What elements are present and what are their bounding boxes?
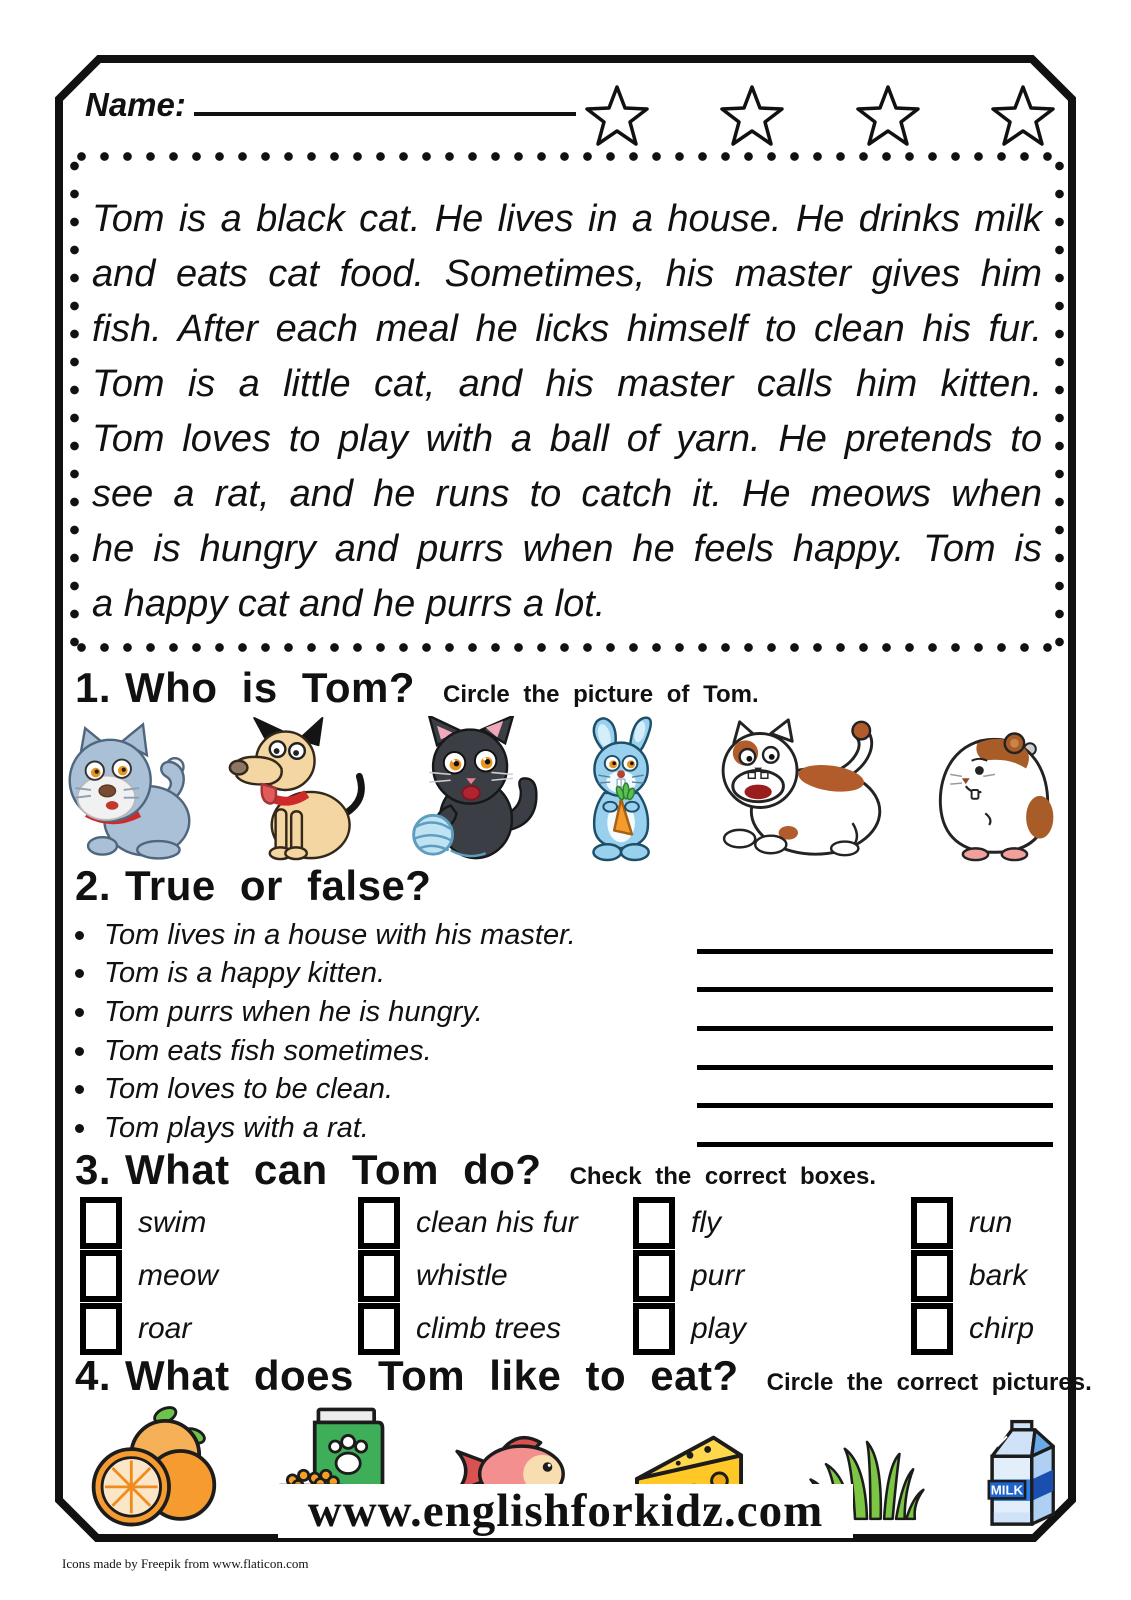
checkbox-label: climb trees xyxy=(416,1311,562,1345)
statement-text: Tom loves to be clean. xyxy=(104,1073,394,1106)
check-option xyxy=(911,1197,1075,1249)
checkbox[interactable] xyxy=(80,1197,122,1249)
passage-line: he is hungry and purrs when he feels happy. Tom is xyxy=(92,528,1042,570)
checkbox-label: play xyxy=(691,1311,747,1345)
checkbox[interactable] xyxy=(80,1303,122,1355)
true-false-row xyxy=(75,1032,1053,1071)
true-false-row xyxy=(75,955,1053,994)
bullet-dot xyxy=(75,931,84,940)
statement-text: Tom lives in a house with his master. xyxy=(104,918,576,951)
name-row xyxy=(85,86,576,124)
question-title: What does Tom like to eat? xyxy=(125,1352,739,1399)
checkbox[interactable] xyxy=(911,1197,953,1249)
check-option xyxy=(911,1250,1075,1302)
food-option-fish[interactable] xyxy=(450,1427,572,1514)
check-option xyxy=(80,1197,358,1249)
passage-line: Tom is a black cat. He lives in a house. He drinks milk xyxy=(92,198,1042,240)
checkbox[interactable] xyxy=(358,1250,400,1302)
statement-text: Tom eats fish sometimes. xyxy=(104,1034,432,1067)
question-4-heading xyxy=(75,1352,1092,1400)
website-text: www.englishforkidz.com xyxy=(278,1484,854,1538)
reading-passage-box xyxy=(70,152,1064,652)
checkbox[interactable] xyxy=(633,1250,675,1302)
true-false-row xyxy=(75,993,1053,1032)
checkbox-label: swim xyxy=(138,1205,207,1239)
check-option xyxy=(633,1197,911,1249)
question-1-heading xyxy=(75,664,759,712)
question-title: What can Tom do? xyxy=(125,1146,542,1193)
question-instruction: Circle the correct pictures. xyxy=(766,1369,1092,1396)
checkbox-label: fly xyxy=(691,1205,721,1239)
bullet-dot xyxy=(75,1047,84,1056)
check-option xyxy=(80,1250,358,1302)
checkbox-label: roar xyxy=(138,1311,192,1345)
food-options-row xyxy=(82,1398,1067,1540)
checkbox[interactable] xyxy=(911,1250,953,1302)
star-rating-row xyxy=(584,84,1056,150)
food-option-grass[interactable] xyxy=(807,1430,927,1524)
checkbox[interactable] xyxy=(911,1303,953,1355)
animal-option-black-cat-yarn[interactable] xyxy=(398,716,548,862)
animal-option-gray-cat[interactable] xyxy=(62,716,197,862)
reading-passage xyxy=(92,192,1042,632)
question-2-heading xyxy=(75,862,431,910)
true-false-row xyxy=(75,916,1053,955)
check-option xyxy=(633,1303,911,1355)
star-icon xyxy=(855,84,921,150)
bullet-dot xyxy=(75,1124,84,1133)
check-option xyxy=(358,1197,633,1249)
true-false-row xyxy=(75,1109,1053,1148)
food-option-oranges[interactable] xyxy=(82,1402,224,1534)
checkbox[interactable] xyxy=(80,1250,122,1302)
icon-credit-text: Icons made by Freepik from www.flaticon.com xyxy=(62,1556,309,1571)
checkbox[interactable] xyxy=(633,1197,675,1249)
checkbox-label: clean his fur xyxy=(416,1205,578,1239)
check-option xyxy=(80,1303,358,1355)
answer-line[interactable] xyxy=(697,949,1053,954)
dotted-border-right xyxy=(1055,152,1064,652)
animal-option-white-brown-cat[interactable] xyxy=(704,716,894,862)
check-option xyxy=(358,1303,633,1355)
answer-line[interactable] xyxy=(697,1103,1053,1108)
milk-label: MILK xyxy=(990,1482,1024,1498)
animal-option-rabbit[interactable] xyxy=(574,714,679,862)
check-option xyxy=(633,1250,911,1302)
star-icon xyxy=(990,84,1056,150)
bullet-dot xyxy=(75,1008,84,1017)
food-option-cheese[interactable] xyxy=(621,1418,759,1526)
name-label: Name: xyxy=(85,86,186,123)
statement-text: Tom plays with a rat. xyxy=(104,1111,369,1144)
animal-option-dog[interactable] xyxy=(223,716,373,862)
dotted-border-bottom xyxy=(70,643,1064,652)
checkbox-label: bark xyxy=(969,1258,1028,1292)
food-option-cat-food[interactable] xyxy=(272,1402,402,1532)
answer-line[interactable] xyxy=(697,1065,1053,1070)
passage-line: and eats cat food. Sometimes, his master gives him xyxy=(92,253,1042,295)
question-instruction: Check the correct boxes. xyxy=(569,1163,877,1190)
animal-option-hamster[interactable] xyxy=(920,716,1068,862)
question-number: 1. xyxy=(75,664,112,711)
question-number: 3. xyxy=(75,1146,112,1193)
bullet-dot xyxy=(75,969,84,978)
checkbox-label: chirp xyxy=(969,1311,1035,1345)
question-title: True or false? xyxy=(125,862,432,909)
name-input-line[interactable] xyxy=(194,112,576,116)
animal-options-row xyxy=(62,710,1068,862)
checkbox-label: whistle xyxy=(416,1258,508,1292)
answer-line[interactable] xyxy=(697,1026,1053,1031)
statement-text: Tom purrs when he is hungry. xyxy=(104,995,483,1028)
passage-line: see a rat, and he runs to catch it. He meows when xyxy=(92,473,1042,515)
check-option xyxy=(911,1303,1075,1355)
statement-text: Tom is a happy kitten. xyxy=(104,957,386,990)
question-number: 2. xyxy=(75,862,112,909)
star-icon xyxy=(584,84,650,150)
passage-line: a happy cat and he purrs a lot. xyxy=(92,583,606,625)
dotted-border-top xyxy=(70,152,1064,161)
true-false-row xyxy=(75,1070,1053,1109)
ability-checkbox-grid xyxy=(80,1196,1075,1355)
dotted-border-left xyxy=(70,152,79,652)
question-number: 4. xyxy=(75,1352,112,1399)
check-option xyxy=(358,1250,633,1302)
checkbox[interactable] xyxy=(358,1303,400,1355)
passage-line: Tom loves to play with a ball of yarn. He pretends to xyxy=(92,418,1042,460)
passage-line: Tom is a little cat, and his master calls him kitten. xyxy=(92,363,1042,405)
question-instruction: Circle the picture of Tom. xyxy=(443,681,759,708)
question-3-heading xyxy=(75,1146,876,1194)
checkbox-label: meow xyxy=(138,1258,219,1292)
checkbox-label: purr xyxy=(691,1258,745,1292)
question-title: Who is Tom? xyxy=(125,664,416,711)
bullet-dot xyxy=(75,1085,84,1094)
checkbox-label: run xyxy=(969,1205,1013,1239)
star-icon xyxy=(719,84,785,150)
answer-line[interactable] xyxy=(697,987,1053,992)
true-false-list xyxy=(75,916,1053,1148)
checkbox[interactable] xyxy=(633,1303,675,1355)
passage-line: fish. After each meal he licks himself to clean his fur. xyxy=(92,308,1042,350)
food-option-milk[interactable] xyxy=(975,1410,1067,1534)
checkbox[interactable] xyxy=(358,1197,400,1249)
